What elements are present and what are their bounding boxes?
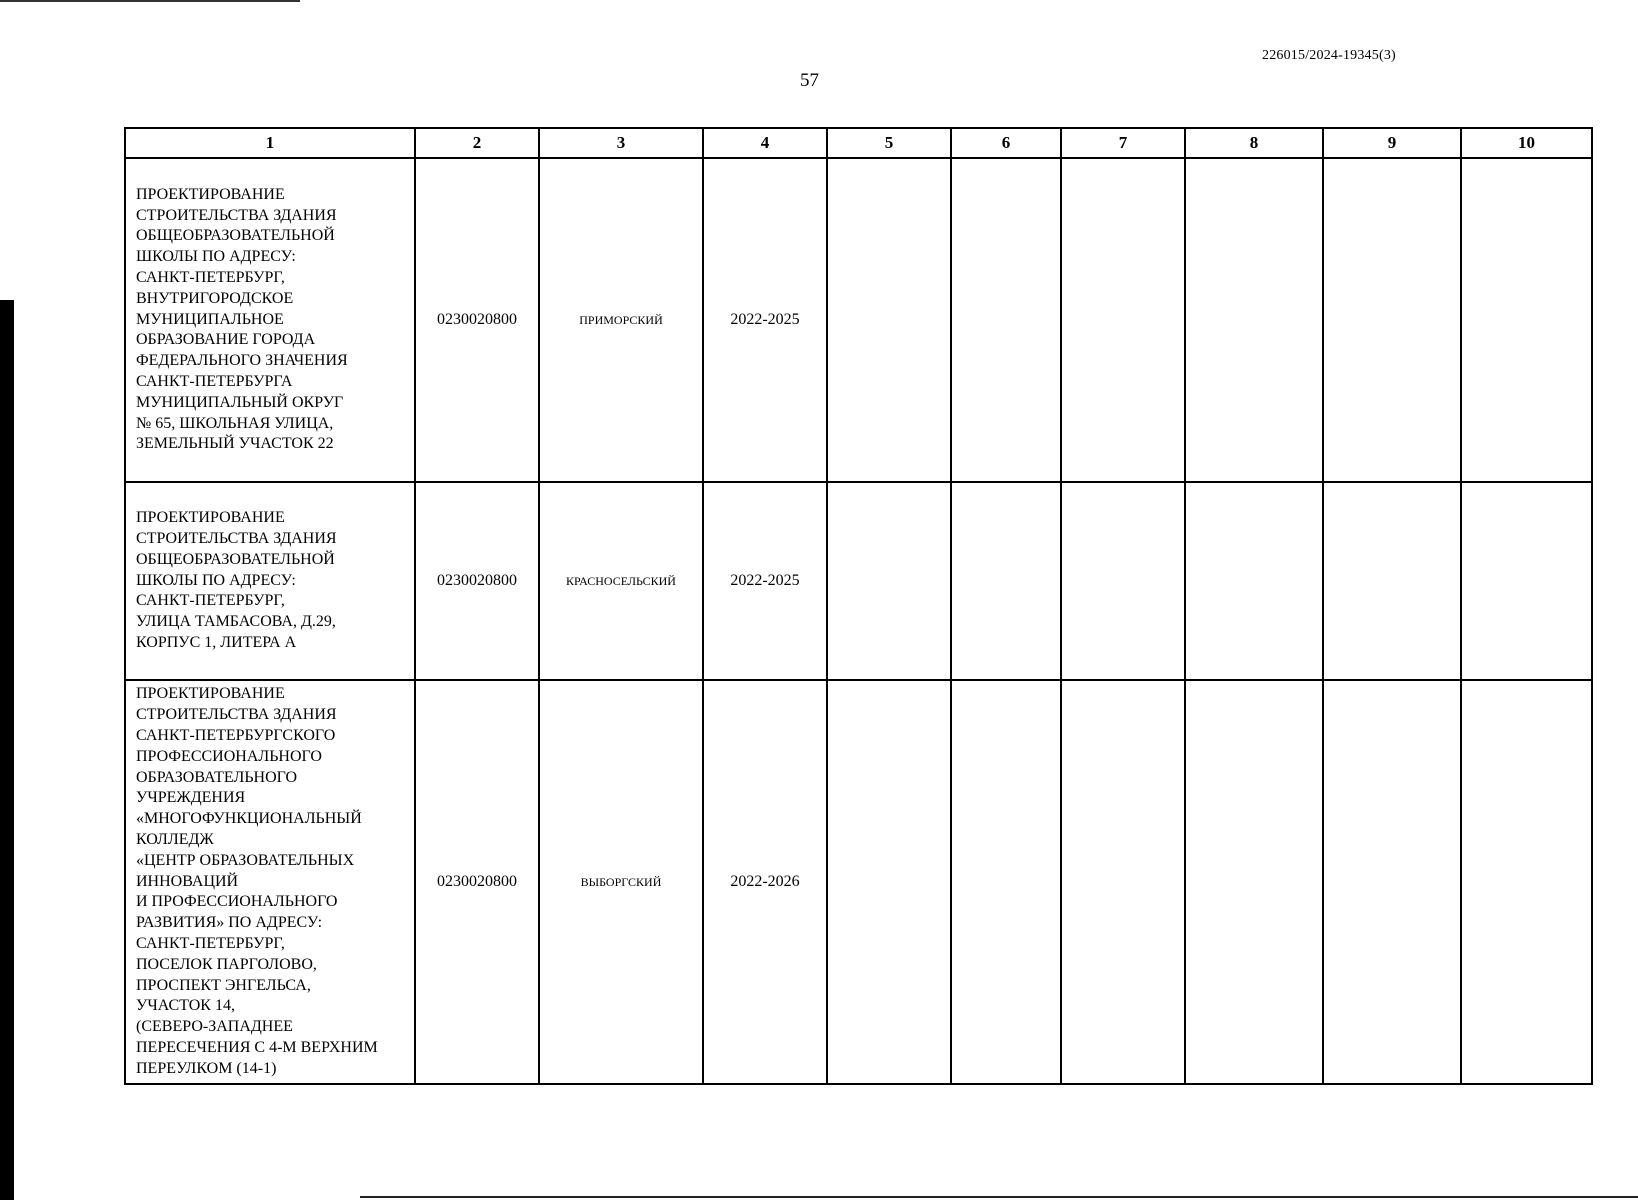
table-row xyxy=(125,158,1592,482)
document-id: 226015/2024-19345(3) xyxy=(1262,48,1396,63)
empty-cell xyxy=(1061,482,1185,680)
code-cell: 0230020800 xyxy=(415,680,539,1084)
column-header: 7 xyxy=(1061,128,1185,158)
code-cell: 0230020800 xyxy=(415,158,539,482)
empty-cell xyxy=(1061,680,1185,1084)
empty-cell xyxy=(827,482,951,680)
empty-cell xyxy=(827,158,951,482)
empty-cell xyxy=(1185,158,1323,482)
empty-cell xyxy=(1323,482,1461,680)
header-row xyxy=(125,128,1592,158)
empty-cell xyxy=(1323,680,1461,1084)
empty-cell xyxy=(1461,482,1592,680)
scan-edge-top xyxy=(0,0,300,2)
empty-cell xyxy=(1185,680,1323,1084)
table-row xyxy=(125,482,1592,680)
empty-cell xyxy=(1323,158,1461,482)
district-cell: ВЫБОРГСКИЙ xyxy=(539,680,703,1084)
column-header: 10 xyxy=(1461,128,1592,158)
empty-cell xyxy=(1061,158,1185,482)
column-header: 5 xyxy=(827,128,951,158)
column-header: 1 xyxy=(125,128,415,158)
column-header: 2 xyxy=(415,128,539,158)
period-cell: 2022-2026 xyxy=(703,680,827,1084)
column-header: 9 xyxy=(1323,128,1461,158)
district-cell: ПРИМОРСКИЙ xyxy=(539,158,703,482)
projects-table xyxy=(124,127,1593,1085)
project-name-cell: ПРОЕКТИРОВАНИЕ СТРОИТЕЛЬСТВА ЗДАНИЯ ОБЩЕОБРАЗОВАТЕЛЬНОЙ ШКОЛЫ ПО АДРЕСУ: САНКТ-ПЕТЕРБУРГ, ВНУТРИГОРОДСКОЕ МУНИЦИПАЛЬНОЕ ОБРАЗОВАНИЕ ГОРОДА ФЕДЕРАЛЬНОГО ЗНАЧЕНИЯ САНКТ-ПЕТЕРБУРГА МУНИЦИПАЛЬНЫЙ ОКРУГ № 65, ШКОЛЬНАЯ УЛИЦА, ЗЕМЕЛЬНЫЙ УЧАСТОК 22 xyxy=(125,158,415,482)
column-header: 8 xyxy=(1185,128,1323,158)
empty-cell xyxy=(1185,482,1323,680)
empty-cell xyxy=(951,482,1061,680)
empty-cell xyxy=(951,158,1061,482)
code-cell: 0230020800 xyxy=(415,482,539,680)
column-header: 6 xyxy=(951,128,1061,158)
table-row xyxy=(125,680,1592,1084)
period-cell: 2022-2025 xyxy=(703,158,827,482)
scan-edge-left xyxy=(0,300,14,1200)
empty-cell xyxy=(827,680,951,1084)
column-header: 4 xyxy=(703,128,827,158)
project-name-cell: ПРОЕКТИРОВАНИЕ СТРОИТЕЛЬСТВА ЗДАНИЯ ОБЩЕОБРАЗОВАТЕЛЬНОЙ ШКОЛЫ ПО АДРЕСУ: САНКТ-ПЕТЕРБУРГ, УЛИЦА ТАМБАСОВА, Д.29, КОРПУС 1, ЛИТЕРА А xyxy=(125,482,415,680)
column-header: 3 xyxy=(539,128,703,158)
period-cell: 2022-2025 xyxy=(703,482,827,680)
page-number: 57 xyxy=(800,70,819,91)
empty-cell xyxy=(1461,158,1592,482)
scan-edge-bottom xyxy=(360,1196,1638,1198)
district-cell: КРАСНОСЕЛЬСКИЙ xyxy=(539,482,703,680)
empty-cell xyxy=(951,680,1061,1084)
empty-cell xyxy=(1461,680,1592,1084)
project-name-cell: ПРОЕКТИРОВАНИЕ СТРОИТЕЛЬСТВА ЗДАНИЯ САНКТ-ПЕТЕРБУРГСКОГО ПРОФЕССИОНАЛЬНОГО ОБРАЗОВАТЕЛЬНОГО УЧРЕЖДЕНИЯ «МНОГОФУНКЦИОНАЛЬНЫЙ КОЛЛЕДЖ «ЦЕНТР ОБРАЗОВАТЕЛЬНЫХ ИННОВАЦИЙ И ПРОФЕССИОНАЛЬНОГО РАЗВИТИЯ» ПО АДРЕСУ: САНКТ-ПЕТЕРБУРГ, ПОСЕЛОК ПАРГОЛОВО, ПРОСПЕКТ ЭНГЕЛЬСА, УЧАСТОК 14, (СЕВЕРО-ЗАПАДНЕЕ ПЕРЕСЕЧЕНИЯ С 4-М ВЕРХНИМ ПЕРЕУЛКОМ (14-1) xyxy=(125,680,415,1084)
